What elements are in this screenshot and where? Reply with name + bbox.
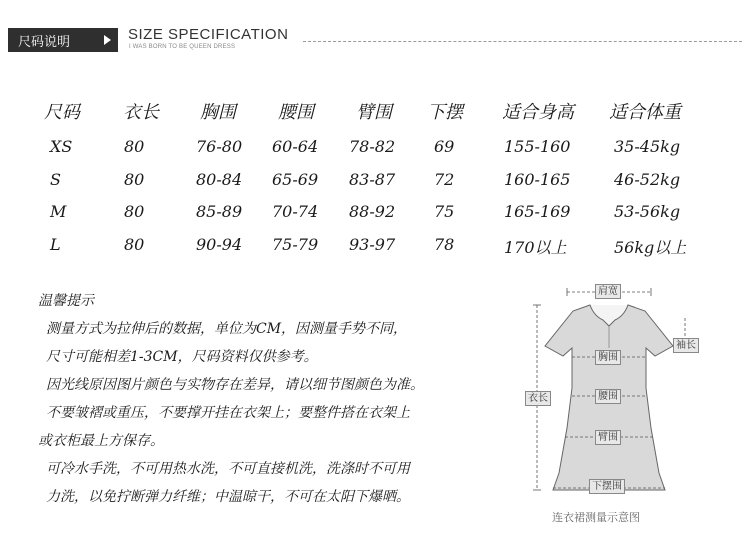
table-cell: 90-94 [196, 235, 243, 254]
note-line: 因光线原因图片颜色与实物存在差异，请以细节图颜色为准。 [46, 377, 424, 393]
table-cell: 78-82 [349, 137, 396, 156]
table-cell: 170以上 [504, 238, 567, 257]
table-cell: 35-45kg [614, 137, 681, 156]
table-cell: 85-89 [196, 202, 243, 221]
table-cell: 83-87 [349, 170, 396, 189]
table-cell: 80-84 [196, 170, 243, 189]
table-cell: 78 [434, 235, 455, 254]
sleeve-length-label: 袖长 [673, 338, 699, 353]
table-cell: 75-79 [272, 235, 319, 254]
note-line: 可冷水手洗，不可用热水洗，不可直接机洗，洗涤时不可用 [46, 461, 410, 477]
diagram-caption: 连衣裙测量示意图 [552, 511, 640, 524]
note-line: 尺寸可能相差1-3CM，尺码资料仅供参考。 [46, 349, 318, 365]
header-length: 衣长 [123, 102, 159, 123]
notes-title: 温馨提示 [38, 293, 94, 309]
header-divider [303, 41, 742, 42]
header-size: 尺码 [44, 102, 80, 123]
table-cell: M [50, 202, 67, 221]
table-cell: 165-169 [504, 202, 571, 221]
note-line: 不要皱褶或重压，不要撑开挂在衣架上；要整件搭在衣架上 [46, 405, 410, 421]
header-chest: 胸围 [200, 102, 236, 123]
table-cell: 93-97 [349, 235, 396, 254]
table-cell: 80 [124, 235, 145, 254]
hem-label: 下摆围 [589, 479, 625, 494]
table-cell: L [50, 235, 61, 254]
page-subtitle: I WAS BORN TO BE QUEEN DRESS [129, 44, 236, 50]
table-cell: XS [50, 137, 73, 156]
header-weight: 适合体重 [609, 102, 681, 123]
note-line: 测量方式为拉伸后的数据，单位为CM，因测量手势不同， [46, 321, 408, 337]
table-cell: 75 [434, 202, 455, 221]
table-cell: 70-74 [272, 202, 319, 221]
shoulder-width-label: 肩宽 [595, 284, 621, 299]
waist-label: 腰围 [595, 389, 621, 404]
table-cell: 46-52kg [614, 170, 681, 189]
table-cell: 76-80 [196, 137, 243, 156]
note-line: 或衣柜最上方保存。 [38, 433, 164, 449]
table-cell: 80 [124, 170, 145, 189]
table-cell: 160-165 [504, 170, 571, 189]
header-height: 适合身高 [502, 102, 574, 123]
page-title: SIZE SPECIFICATION [128, 26, 289, 43]
table-cell: 60-64 [272, 137, 319, 156]
length-label: 衣长 [525, 391, 551, 406]
size-guide-tag-label: 尺码说明 [18, 34, 71, 50]
table-cell: 80 [124, 137, 145, 156]
play-arrow-icon [104, 35, 111, 45]
header-waist: 腰围 [278, 102, 314, 123]
table-cell: 88-92 [349, 202, 396, 221]
table-cell: 69 [434, 137, 455, 156]
table-cell: 65-69 [272, 170, 319, 189]
note-line: 力洗，以免拧断弹力纤维；中温晾干，不可在太阳下爆晒。 [46, 489, 410, 505]
header-hem: 下摆 [427, 102, 463, 123]
measurement-diagram [515, 278, 740, 528]
arm-label: 臂围 [595, 430, 621, 445]
header-arm: 臂围 [356, 102, 392, 123]
table-cell: 155-160 [504, 137, 571, 156]
chest-label: 胸围 [595, 350, 621, 365]
size-guide-tag [8, 28, 118, 52]
table-cell: S [50, 170, 61, 189]
table-cell: 53-56kg [614, 202, 681, 221]
table-cell: 56kg以上 [614, 238, 687, 257]
table-cell: 80 [124, 202, 145, 221]
table-cell: 72 [434, 170, 455, 189]
